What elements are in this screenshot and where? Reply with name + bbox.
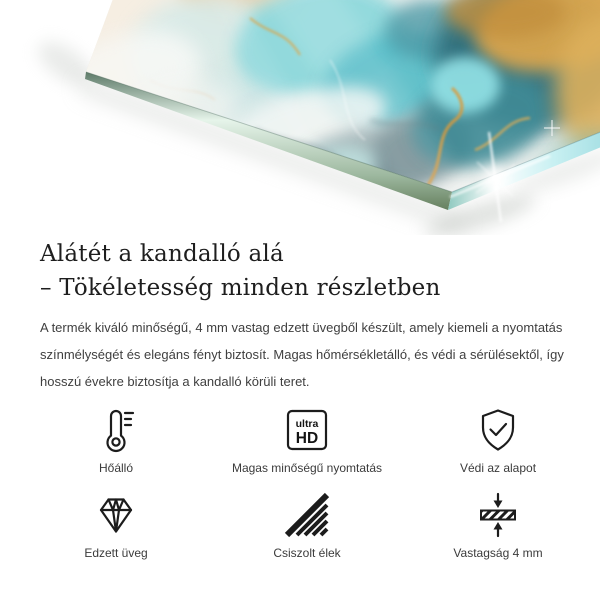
diamond-icon bbox=[92, 492, 140, 538]
feature-label: Magas minőségű nyomtatás bbox=[231, 461, 383, 475]
polished-edges-icon bbox=[283, 492, 331, 538]
page-title bbox=[40, 237, 560, 305]
ultra-hd-text-top: ultra bbox=[295, 418, 319, 430]
feature-label: Csiszolt élek bbox=[273, 546, 341, 560]
feature-grid bbox=[0, 407, 600, 561]
ultra-hd-text-bottom: HD bbox=[295, 430, 319, 447]
description-line: színmélységét és elegáns fényt biztosít. Magas hőmérsékletálló, és védi a sérülésektől, így bbox=[40, 347, 564, 362]
description-line: hosszú évekre biztosítja a kandalló körüli teret. bbox=[40, 374, 310, 389]
thickness-icon bbox=[474, 492, 522, 538]
product-photo bbox=[0, 0, 600, 235]
product-description bbox=[40, 314, 564, 395]
feature-label: Vastagság 4 mm bbox=[453, 546, 543, 560]
feature-label: Edzett üveg bbox=[84, 546, 148, 560]
feature-tempered-glass bbox=[42, 492, 190, 561]
feature-heat-resistant bbox=[42, 407, 190, 476]
description-line: A termék kiváló minőségű, 4 mm vastag edzett üvegből készült, amely kiemeli a nyomtatás bbox=[40, 320, 563, 335]
feature-protects-base bbox=[424, 407, 572, 476]
thermometer-icon bbox=[92, 407, 140, 453]
shield-check-icon bbox=[474, 407, 522, 453]
feature-label: Hőálló bbox=[98, 461, 134, 475]
feature-label: Védi az alapot bbox=[459, 461, 537, 475]
feature-polished-edges bbox=[190, 492, 424, 561]
feature-thickness bbox=[424, 492, 572, 561]
product-description-block bbox=[0, 235, 600, 561]
title-line-2: – Tökéletesség minden részletben bbox=[40, 275, 441, 301]
title-line-1: Alátét a kandalló alá bbox=[40, 241, 284, 267]
glass-panel-illustration bbox=[0, 0, 600, 235]
ultra-hd-icon bbox=[283, 407, 331, 453]
feature-hd-print bbox=[190, 407, 424, 476]
